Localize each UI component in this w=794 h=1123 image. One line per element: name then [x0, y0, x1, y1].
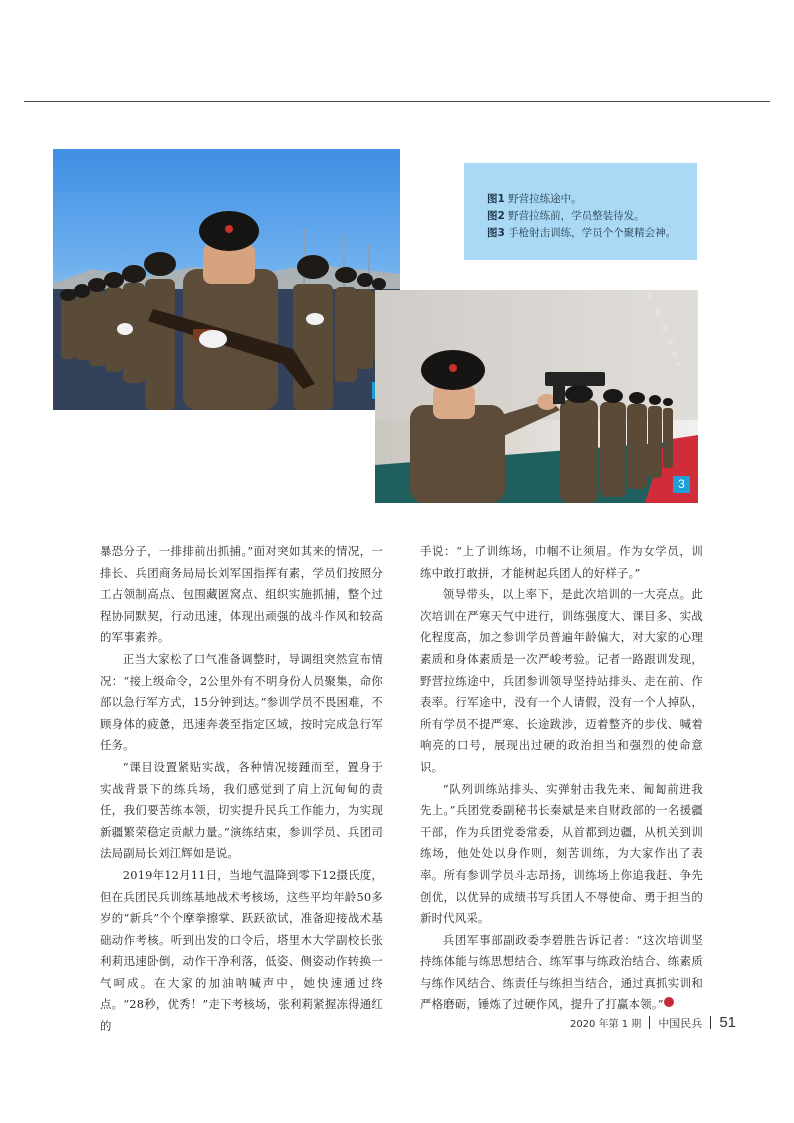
photo-number-badge: 3 [673, 476, 690, 493]
photo-pistol-training-illustration [375, 290, 698, 503]
article-column-left [100, 541, 383, 1038]
caption-label: 图3 [487, 227, 505, 239]
caption-line-1 [487, 191, 582, 206]
caption-label: 图1 [487, 193, 505, 205]
article-paragraph: “队列训练站排头、实弹射击我先来、匍匐前进我先上。”兵团党委副秘书长秦斌是来自财政部的一名援疆干部，作为兵团党委常委，从首都到边疆，从机关到训练场，他处处以身作则，刻苦训练，为大家作出了表率。所有参训学员斗志昂扬，训练场上你追我赶、争先创优，以优异的成绩书写兵团人不辱使命、勇于担当的新时代风采。 [420, 781, 703, 926]
photo-caption-box [464, 163, 697, 260]
page-number: 51 [719, 1014, 736, 1031]
footer-divider [710, 1016, 711, 1029]
caption-text: 手枪射击训练，学员个个聚精会神。 [504, 227, 677, 239]
caption-label: 图2 [487, 210, 505, 222]
article-paragraph: 暴恐分子，一排排前出抓捕。”面对突如其来的情况，一排长、兵团商务局局长刘军国指挥有素，学员们按照分工占领制高点、包围藏匿窝点、组织实施抓捕，整个过程协同默契，行动迅速，体现出顽强的战斗作风和较高的军事素养。 [100, 544, 383, 645]
caption-text: 野营拉练途中。 [504, 193, 582, 205]
article-paragraph: 手说：“上了训练场，巾帼不让须眉。作为女学员，训练中敢打敢拼，才能树起兵团人的好样子。” [420, 544, 703, 580]
issue-label: 2020 年第 1 期 [569, 1019, 642, 1030]
article-paragraph: 正当大家松了口气准备调整时，导调组突然宣布情况：“接上级命令，2公里外有不明身份人员聚集，命你部以急行军方式，15分钟到达。”参训学员不畏困难，不顾身体的疲惫，迅速奔袭至指定区域，按时完成急行军任务。 [100, 651, 383, 753]
photo-militia-march [53, 149, 400, 410]
article-column-right [420, 541, 703, 1016]
article-paragraph-last [420, 930, 703, 1016]
article-paragraph: 2019年12月11日，当地气温降到零下12摄氏度，但在兵团民兵训练基地战术考核场，这些平均年龄50多岁的“新兵”个个摩拳擦掌、跃跃欲试，准备迎接战术基础动作考核。听到出发的口令后，塔里木大学副校长张利莉迅速卧倒，动作干净利落，低姿、侧姿动作转换一气呵成。在大家的加油呐喊声中，她快速通过终点。“28秒，优秀！”走下考核场，张利莉紧握冻得通红的 [100, 867, 383, 1034]
page-footer [570, 1014, 736, 1031]
caption-line-3 [487, 225, 676, 240]
article-paragraph: “课目设置紧贴实战，各种情况接踵而至，置身于实战背景下的练兵场，我们感觉到了肩上沉甸甸的责任，我们要苦练本领，切实提升民兵工作能力，为实现新疆繁荣稳定贡献力量。”演练结束，参训学员、兵团司法局副局长刘江辉如是说。 [100, 759, 383, 861]
article-end-mark: M [664, 997, 674, 1007]
header-rule [24, 101, 770, 102]
caption-text: 野营拉练前，学员整装待发。 [504, 210, 645, 222]
article-paragraph: 领导带头，以上率下，是此次培训的一大亮点。此次培训在严寒天气中进行，训练强度大、课目多、实战化程度高，加之参训学员普遍年龄偏大，对大家的心理素质和身体素质是一次严峻考验。记者一路跟训发现，野营拉练途中，兵团参训领导坚持站排头、走在前、作表率。行军途中，没有一个人请假，没有一个人掉队，所有学员不提严寒、长途跋涉，迈着整齐的步伐、喊着响亮的口号，展现出过硬的政治担当和强烈的使命意识。 [420, 587, 703, 774]
footer-divider [649, 1016, 650, 1029]
article-paragraph-text: 兵团军事部副政委李碧胜告诉记者：“这次培训坚持练体能与练思想结合、练军事与练政治结合、练素质与练作风结合、练责任与练担当结合，通过真抓实训和严格磨砺，锤炼了过硬作风，提升了打赢本领。” [420, 932, 703, 1012]
magazine-name: 中国民兵 [658, 1016, 703, 1030]
photo-pistol-training [375, 290, 698, 503]
caption-line-2 [487, 208, 645, 223]
photo-militia-march-illustration [53, 149, 400, 410]
